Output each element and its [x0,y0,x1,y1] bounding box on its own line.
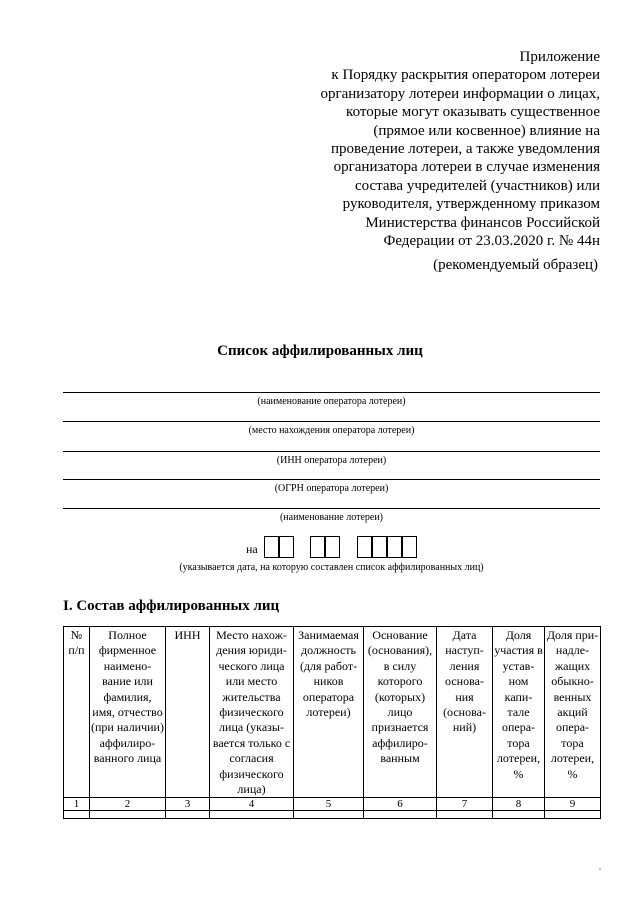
annex-line: которые могут оказывать существенное [346,104,600,121]
month-digit-box[interactable] [310,536,325,558]
col-header-full-name: Полное фирменное наимено-вание или фамилия, имя, отчество (при наличии) аффилиро-ванного лица [90,627,166,798]
annex-line: (прямое или косвенное) влияние на [373,122,600,139]
annex-line: Министерства финансов Российской [365,214,600,231]
annex-line: проведение лотереи, а также уведомления [331,141,600,158]
table-cell[interactable] [364,811,437,819]
lottery-name-caption: (наименование лотереи) [279,512,384,523]
column-number: 5 [294,798,364,811]
table-cell[interactable] [210,811,294,819]
annex-line: состава учредителей (участников) или [354,177,600,194]
day-digit-box[interactable] [279,536,294,558]
operator-location-field[interactable] [63,421,600,422]
annex-line: Приложение [519,49,600,65]
col-header-inn: ИНН [166,627,210,798]
date-prefix: на [246,542,258,556]
operator-ogrn-caption: (ОГРН оператора лотереи) [274,483,389,494]
table-header-row [64,627,601,798]
annex-line: Федерации от 23.03.2020 г. № 44н [383,233,600,250]
scan-speck [599,868,601,870]
operator-name-caption: (наименование оператора лотереи) [257,396,406,407]
operator-location-caption: (место нахождения оператора лотереи) [248,425,415,436]
col-header-basis: Основание (основания), в силу которого (которых) лицо признается аффилиро-ванным [364,627,437,798]
year-digit-box[interactable] [372,536,387,558]
annex-block [270,48,600,250]
column-number-row [64,798,601,811]
col-header-location: Место нахож-дения юриди-ческого лица или место жительства физического лица (указы-вается только с согласия физического лица) [210,627,294,798]
annex-line: к Порядку раскрытия оператором лотереи [331,67,600,84]
col-header-position: Занимаемая должность (для работ-ников оператора лотереи) [294,627,364,798]
operator-inn-caption: (ИНН оператора лотереи) [276,455,387,466]
annex-line: организатора лотереи в случае изменения [333,159,600,176]
lottery-name-field[interactable] [63,508,600,509]
table-cell[interactable] [437,811,493,819]
column-number: 8 [493,798,545,811]
operator-ogrn-field[interactable] [63,479,600,480]
col-header-number: № п/п [64,627,90,798]
day-digit-box[interactable] [264,536,279,558]
month-digit-box[interactable] [325,536,340,558]
col-header-basis-date: Дата наступ-ления основа-ния (основа-ний) [437,627,493,798]
column-number: 1 [64,798,90,811]
col-header-shares-percent: Доля при-надле-жащих обыкно-венных акций опера-тора лотереи, % [545,627,601,798]
table-cell[interactable] [493,811,545,819]
annex-line: организатору лотереи информации о лицах, [320,85,600,102]
date-caption: (указывается дата, на которую составлен список аффилированных лиц) [179,562,484,573]
column-number: 2 [90,798,166,811]
sample-note: (рекомендуемый образец) [433,257,598,273]
document-title: Список аффилированных лиц [217,343,423,359]
table-cell[interactable] [545,811,601,819]
year-digit-box[interactable] [402,536,417,558]
year-digit-box[interactable] [357,536,372,558]
table-cell[interactable] [64,811,90,819]
table-row [64,811,601,819]
column-number: 6 [364,798,437,811]
section-title: I. Состав аффилированных лиц [63,598,280,614]
column-number: 4 [210,798,294,811]
operator-name-field[interactable] [63,392,600,393]
affiliated-persons-table [63,626,601,819]
col-header-capital-share: Доля участия в устав-ном капи-тале опера-тора лотереи, % [493,627,545,798]
column-number: 7 [437,798,493,811]
annex-line: руководителя, утвержденному приказом [342,196,600,213]
year-digit-box[interactable] [387,536,402,558]
table-cell[interactable] [90,811,166,819]
table-cell[interactable] [166,811,210,819]
column-number: 9 [545,798,601,811]
column-number: 3 [166,798,210,811]
table-cell[interactable] [294,811,364,819]
operator-inn-field[interactable] [63,451,600,452]
